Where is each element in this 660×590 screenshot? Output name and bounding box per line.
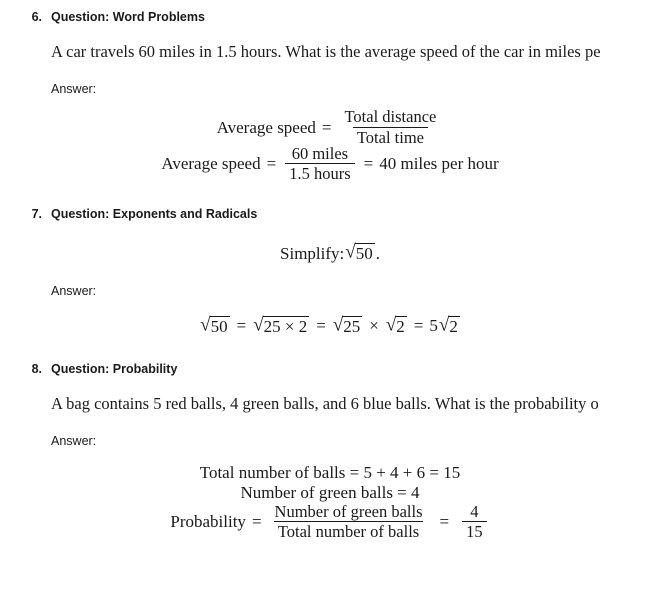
- math-equals-sign: =: [266, 154, 277, 174]
- question-number: 8.: [31, 361, 42, 376]
- math-term-lhs: Average speed: [161, 154, 261, 174]
- math-term-lhs: Probability: [170, 512, 246, 532]
- math-equals-sign: =: [321, 117, 332, 137]
- simplify-expression: [280, 243, 380, 263]
- radical-sign: √: [332, 314, 344, 336]
- question-heading: Question: Probability: [51, 361, 178, 376]
- math-coefficient: 5: [429, 316, 438, 336]
- math-statement-total-balls: Total number of balls = 5 + 4 + 6 = 15: [199, 462, 461, 482]
- question-item-7: [0, 205, 660, 335]
- radical-sign: √: [438, 314, 450, 336]
- question-text: A bag contains 5 red balls, 4 green balls, and 6 blue balls. What is the probability o: [51, 393, 599, 413]
- math-times-sign: ×: [369, 316, 379, 336]
- radicand: 2: [396, 316, 405, 336]
- math-equals-sign: =: [251, 512, 262, 532]
- math-equals-sign-second: =: [439, 512, 450, 532]
- radicand: 25: [343, 316, 361, 336]
- fraction-denominator: 1.5 hours: [285, 163, 354, 183]
- answer-label: Answer:: [51, 283, 97, 298]
- fraction-numerator: Total distance: [344, 107, 437, 126]
- math-block-probability: [51, 464, 660, 542]
- math-equals-sign: =: [316, 316, 326, 336]
- sqrt-icon: [386, 316, 407, 336]
- math-term-lhs: Average speed: [216, 117, 316, 137]
- sqrt-icon: [200, 316, 229, 336]
- fraction-60-miles-over-1point5-hours: [285, 145, 354, 184]
- simplify-prefix: Simplify:: [280, 243, 345, 263]
- sqrt-icon: [439, 316, 460, 336]
- fraction-denominator: Total number of balls: [274, 521, 423, 541]
- question-heading: Question: Word Problems: [51, 10, 205, 24]
- radical-sign: √: [385, 314, 397, 336]
- math-equals-sign: =: [236, 316, 247, 336]
- math-line-sqrt-simplification: [51, 316, 609, 336]
- math-block-radicals: [51, 316, 660, 336]
- sqrt-icon: [345, 243, 374, 263]
- question-number: 6.: [31, 10, 42, 24]
- answer-label: Answer:: [51, 82, 97, 96]
- question-text: A car travels 60 miles in 1.5 hours. What is the average speed of the car in miles pe: [51, 42, 601, 61]
- radical-sign: √: [345, 241, 356, 263]
- simplify-suffix: .: [375, 243, 380, 263]
- fraction-numerator: Number of green balls: [274, 501, 423, 521]
- math-line-average-speed-definition: [51, 108, 609, 147]
- fraction-green-over-total: [271, 503, 427, 542]
- math-line-probability: [51, 503, 609, 542]
- math-line-average-speed-computation: [51, 145, 609, 184]
- math-equals-sign-second: =: [363, 154, 374, 174]
- radicand: 50: [210, 316, 228, 336]
- radicand: 50: [355, 244, 373, 264]
- fraction-numerator: 4: [470, 501, 479, 521]
- fraction-total-distance-over-total-time: [341, 108, 441, 147]
- math-statement-green-balls: Number of green balls = 4: [240, 482, 420, 502]
- answer-label: Answer:: [51, 433, 97, 448]
- question-item-6: [0, 8, 660, 183]
- fraction-result-4-over-15: [462, 503, 487, 542]
- question-heading: Question: Exponents and Radicals: [51, 207, 258, 222]
- radical-sign: √: [200, 314, 211, 336]
- question-text: [51, 243, 660, 263]
- fraction-denominator: Total time: [353, 127, 428, 147]
- math-block-word-problems: [51, 108, 660, 183]
- math-line-total-balls: [51, 464, 609, 481]
- question-item-8: [0, 360, 660, 542]
- radicand: 2: [449, 316, 458, 336]
- sqrt-icon: [253, 316, 309, 336]
- question-number: 7.: [31, 207, 42, 222]
- math-term-result: 40 miles per hour: [379, 154, 499, 174]
- sqrt-icon: [333, 316, 362, 336]
- math-equals-sign: =: [413, 316, 424, 336]
- fraction-numerator: 60 miles: [291, 143, 349, 163]
- fraction-denominator: 15: [462, 521, 487, 541]
- radical-sign: √: [253, 314, 264, 336]
- radicand: 25 × 2: [263, 316, 308, 336]
- math-line-green-balls: [51, 484, 609, 501]
